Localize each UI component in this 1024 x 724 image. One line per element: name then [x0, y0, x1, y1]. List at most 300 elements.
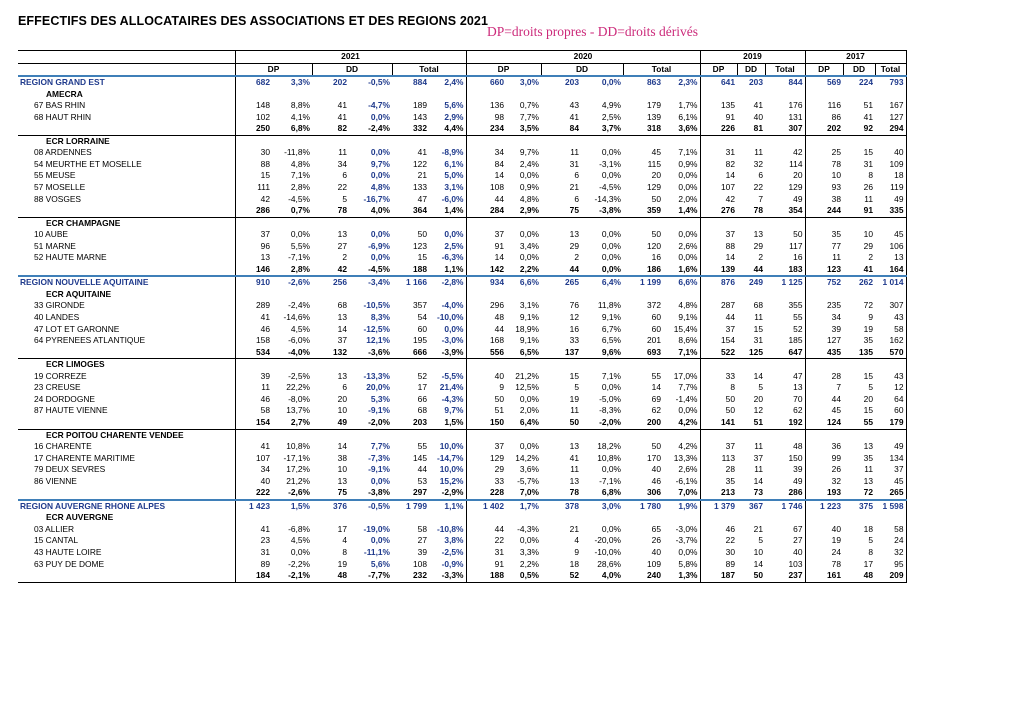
table-cell: 1,3%	[663, 570, 700, 582]
table-cell: 136	[466, 100, 506, 112]
table-cell	[506, 512, 541, 524]
table-cell: 69	[651, 393, 661, 404]
table-cell: 660	[466, 76, 506, 89]
subheader-total: Total	[392, 63, 466, 76]
table-cell: 203	[392, 417, 429, 429]
table-cell: 6,1%	[678, 111, 698, 122]
table-cell: 50	[793, 229, 803, 240]
table-cell	[700, 512, 737, 524]
table-cell: 34	[466, 147, 506, 159]
table-cell: 30	[700, 547, 737, 559]
table-cell: 137	[541, 347, 581, 359]
table-cell: 287	[700, 300, 737, 312]
table-cell	[765, 289, 805, 301]
table-cell: 0,0%	[678, 546, 698, 557]
row-label	[18, 487, 235, 500]
table-cell: 13	[337, 475, 347, 486]
table-cell: 38	[337, 452, 347, 463]
table-cell	[312, 289, 349, 301]
table-cell	[737, 289, 765, 301]
table-cell: 45	[875, 229, 906, 241]
table-cell: 11	[754, 312, 763, 323]
table-cell: 0,0%	[601, 382, 621, 393]
region-row	[18, 276, 906, 289]
table-cell: 8,6%	[678, 335, 698, 346]
table-cell: 60	[875, 405, 906, 417]
table-cell: -2,8%	[429, 276, 466, 289]
table-cell	[875, 429, 906, 441]
table-cell	[875, 512, 906, 524]
table-cell: 43	[569, 100, 579, 111]
table-cell: 37	[235, 229, 272, 241]
table-cell	[805, 512, 843, 524]
table-cell: 7,1%	[663, 347, 700, 359]
table-cell: 40	[753, 111, 763, 122]
table-cell: 43	[875, 371, 906, 383]
table-cell: 641	[700, 76, 737, 89]
table-cell: 209	[875, 570, 906, 582]
table-cell: 13	[569, 475, 579, 486]
table-cell: 15	[417, 252, 427, 263]
table-cell: 188	[392, 264, 429, 277]
table-cell: -4,5%	[288, 193, 310, 204]
table-cell	[663, 89, 700, 101]
table-cell: 5	[758, 535, 763, 546]
table-cell: 41	[753, 100, 763, 111]
table-cell: 78	[737, 205, 765, 217]
table-cell: 14	[651, 382, 661, 393]
table-cell: 376	[312, 500, 349, 513]
subheader-total: Total	[623, 63, 700, 76]
table-cell	[700, 89, 737, 101]
table-cell: 19	[863, 323, 873, 334]
table-cell: 0,0%	[581, 76, 623, 89]
row-label	[18, 347, 235, 359]
table-cell: 55	[417, 441, 427, 452]
table-cell: 20	[651, 170, 661, 181]
table-cell: 844	[765, 76, 805, 89]
table-cell: 36	[805, 441, 843, 453]
table-cell: 41	[417, 147, 427, 158]
table-cell: 77	[805, 241, 843, 253]
table-cell: 0,0%	[678, 182, 698, 193]
table-cell: 40	[805, 524, 843, 536]
table-cell: 48	[312, 570, 349, 582]
table-cell	[392, 217, 429, 229]
table-cell: 1,4%	[663, 205, 700, 217]
table-cell	[312, 512, 349, 524]
table-cell: 9,7%	[519, 147, 539, 158]
row-label: 24 DORDOGNE	[34, 393, 95, 404]
table-cell: 0,0%	[290, 546, 310, 557]
table-cell	[805, 359, 843, 371]
row-label: 43 HAUTE LOIRE	[34, 546, 102, 557]
table-cell	[663, 217, 700, 229]
table-cell: 21	[569, 523, 579, 534]
table-cell: 0,7%	[272, 205, 312, 217]
table-row	[18, 453, 906, 465]
table-cell: 113	[700, 453, 737, 465]
table-row	[18, 100, 906, 112]
table-cell: 42	[793, 147, 803, 158]
table-cell	[843, 512, 875, 524]
table-cell: 184	[235, 570, 272, 582]
table-cell: 0,0%	[678, 405, 698, 416]
table-cell: 0,0%	[370, 111, 390, 122]
table-cell: 2,5%	[444, 240, 464, 251]
table-cell: 0,7%	[519, 100, 539, 111]
table-cell: 1 199	[623, 276, 663, 289]
row-label: 87 HAUTE VIENNE	[34, 405, 108, 416]
table-cell: 51	[737, 417, 765, 429]
table-cell: 297	[392, 487, 429, 500]
subtotal-row	[18, 347, 906, 359]
table-cell: 7,7%	[678, 382, 698, 393]
table-cell: 22,2%	[286, 382, 310, 393]
table-cell: 111	[235, 182, 272, 194]
table-cell: 40	[793, 546, 803, 557]
table-cell	[235, 429, 272, 441]
row-label: ECR AUVERGNE	[46, 512, 114, 523]
table-cell	[506, 135, 541, 147]
table-cell: 359	[623, 205, 663, 217]
table-cell: 884	[392, 76, 429, 89]
subheader-dp: DP	[805, 63, 843, 76]
table-cell: 31	[235, 547, 272, 559]
table-cell: 30	[235, 147, 272, 159]
table-cell: 2	[342, 252, 347, 263]
table-cell: 3,0%	[581, 500, 623, 513]
table-cell: 49	[875, 194, 906, 206]
table-cell: 647	[765, 347, 805, 359]
table-cell: 9,1%	[678, 312, 698, 323]
table-cell: 52	[417, 370, 427, 381]
row-label	[18, 264, 235, 277]
table-cell	[843, 135, 875, 147]
table-cell: 250	[235, 123, 272, 135]
year-header-2021: 2021	[235, 51, 466, 64]
table-cell: 42	[312, 264, 349, 277]
row-label	[18, 417, 235, 429]
table-cell	[623, 135, 663, 147]
table-cell	[349, 429, 392, 441]
table-cell: 21	[417, 170, 427, 181]
table-cell: 18	[875, 170, 906, 182]
table-cell: 143	[413, 111, 427, 122]
table-cell: 75	[541, 205, 581, 217]
table-cell: 0,0%	[370, 535, 390, 546]
table-cell: 41	[569, 111, 579, 122]
table-cell: 19	[805, 535, 843, 547]
table-cell: 5,8%	[678, 558, 698, 569]
table-cell: 8	[700, 382, 737, 394]
table-cell: 44	[541, 264, 581, 277]
subtotal-row	[18, 570, 906, 582]
table-cell: 2,9%	[506, 205, 541, 217]
table-cell: 68	[753, 300, 763, 311]
table-cell: 29	[863, 240, 873, 251]
table-cell: -2,1%	[272, 570, 312, 582]
table-cell: 44	[700, 312, 737, 324]
table-row	[18, 335, 906, 347]
table-cell: 50	[651, 193, 661, 204]
table-cell: 1,7%	[678, 100, 698, 111]
table-cell: 62	[793, 405, 803, 416]
table-cell: 5,6%	[444, 100, 464, 111]
table-cell: -4,5%	[349, 264, 392, 277]
table-cell: 125	[737, 347, 765, 359]
table-cell: 60	[651, 323, 661, 334]
table-cell: -5,7%	[517, 475, 539, 486]
table-cell: 34	[235, 464, 272, 476]
table-cell: -16,7%	[363, 193, 390, 204]
table-cell: 46	[235, 394, 272, 406]
table-cell: 127	[875, 112, 906, 124]
table-cell: 11	[805, 252, 843, 264]
table-cell: 84	[541, 123, 581, 135]
table-cell: 0,9%	[519, 182, 539, 193]
table-cell: 7,7%	[370, 441, 390, 452]
table-cell	[663, 289, 700, 301]
table-cell: 98	[466, 112, 506, 124]
table-cell: 4,8%	[290, 158, 310, 169]
table-cell	[392, 359, 429, 371]
table-cell: 2,2%	[506, 264, 541, 277]
table-cell: -9,1%	[368, 464, 390, 475]
table-cell	[541, 512, 581, 524]
table-cell: 20	[337, 393, 347, 404]
table-cell: 10	[337, 405, 347, 416]
table-row	[18, 405, 906, 417]
table-cell: 1 598	[875, 500, 906, 513]
row-label: 52 HAUTE MARNE	[34, 252, 107, 263]
table-cell: 556	[466, 347, 506, 359]
table-cell	[349, 512, 392, 524]
table-row	[18, 476, 906, 488]
table-cell: -2,0%	[581, 417, 623, 429]
table-cell: 9,1%	[519, 335, 539, 346]
table-cell: 55	[793, 312, 803, 323]
table-cell: 67	[793, 523, 803, 534]
table-cell: -7,1%	[599, 475, 621, 486]
table-row	[18, 524, 906, 536]
table-cell: 0,0%	[370, 252, 390, 263]
table-cell: 70	[793, 393, 803, 404]
table-cell: 129	[647, 182, 661, 193]
table-cell	[700, 217, 737, 229]
table-cell: 123	[413, 240, 427, 251]
table-cell	[581, 359, 623, 371]
table-cell: 0,0%	[601, 229, 621, 240]
table-cell: 43	[875, 312, 906, 324]
table-cell: 13,3%	[673, 452, 698, 463]
table-cell	[466, 89, 506, 101]
table-cell: -2,5%	[288, 370, 310, 381]
table-cell: 109	[875, 159, 906, 171]
table-cell: 26	[805, 464, 843, 476]
table-cell: 1 780	[623, 500, 663, 513]
table-cell: 3,0%	[506, 76, 541, 89]
table-cell: 38	[805, 194, 843, 206]
table-cell: 51	[466, 405, 506, 417]
table-cell: 0,0%	[601, 170, 621, 181]
table-cell: 58	[417, 523, 427, 534]
row-label: REGION NOUVELLE AQUITAINE	[18, 276, 235, 289]
table-cell: 666	[392, 347, 429, 359]
table-cell	[700, 135, 737, 147]
table-cell: 2	[868, 252, 873, 263]
table-cell: 1 423	[235, 500, 272, 513]
table-cell: 2,5%	[601, 111, 621, 122]
table-cell: 29	[753, 240, 763, 251]
table-cell: 154	[235, 417, 272, 429]
subheader-dp: DP	[700, 63, 737, 76]
table-cell: 41	[337, 100, 347, 111]
row-label: 19 CORREZE	[34, 370, 87, 381]
table-cell: 14	[337, 323, 347, 334]
table-cell: 28	[805, 371, 843, 383]
table-cell	[700, 359, 737, 371]
table-cell: 15	[863, 370, 873, 381]
table-cell: 52	[793, 323, 803, 334]
table-cell: 11	[570, 464, 579, 475]
table-row	[18, 194, 906, 206]
table-cell: 179	[647, 100, 661, 111]
table-cell: -3,9%	[429, 347, 466, 359]
table-cell	[312, 89, 349, 101]
table-cell	[805, 429, 843, 441]
table-cell: 20	[793, 170, 803, 181]
table-cell: 40	[466, 371, 506, 383]
table-cell: -10,8%	[436, 523, 464, 534]
table-cell: 12	[753, 405, 763, 416]
table-row	[18, 324, 906, 336]
table-cell: 40	[651, 464, 661, 475]
group-row	[18, 217, 906, 229]
table-cell: 14	[466, 252, 506, 264]
table-cell: 106	[875, 241, 906, 253]
table-cell: 91	[843, 205, 875, 217]
table-cell: 1 799	[392, 500, 429, 513]
table-cell: -4,7%	[368, 100, 390, 111]
table-cell: 5	[574, 382, 579, 393]
table-cell	[429, 217, 466, 229]
table-cell: 50	[651, 441, 661, 452]
table-cell: 2,0%	[519, 405, 539, 416]
table-row	[18, 182, 906, 194]
page-title: EFFECTIFS DES ALLOCATAIRES DES ASSOCIATIONS ET DES REGIONS 2021	[18, 14, 489, 28]
table-cell: 1,1%	[429, 264, 466, 277]
table-cell: 33	[700, 371, 737, 383]
table-cell: 6,7%	[601, 323, 621, 334]
table-cell: 46	[235, 324, 272, 336]
table-cell: 0,9%	[678, 158, 698, 169]
table-cell	[805, 217, 843, 229]
table-cell: 41	[843, 264, 875, 277]
table-cell: 202	[312, 76, 349, 89]
subheader-dp: DP	[466, 63, 541, 76]
table-cell: -3,0%	[441, 335, 464, 346]
table-cell: 1 746	[765, 500, 805, 513]
table-cell: 9	[868, 312, 873, 323]
table-cell: 10,0%	[439, 464, 464, 475]
table-cell: 372	[647, 300, 661, 311]
table-cell: 1,4%	[429, 205, 466, 217]
table-cell: 55	[651, 370, 661, 381]
table-cell: 72	[843, 487, 875, 500]
table-cell: 4,8%	[519, 193, 539, 204]
table-cell	[349, 359, 392, 371]
row-label: REGION AUVERGNE RHONE ALPES	[18, 500, 235, 513]
table-cell: 37	[700, 441, 737, 453]
table-cell: -2,4%	[288, 300, 310, 311]
table-cell: 44	[417, 464, 427, 475]
table-cell: 11	[570, 147, 579, 158]
table-cell: 6	[342, 170, 347, 181]
table-cell: 9,1%	[519, 312, 539, 323]
table-cell: 50	[700, 394, 737, 406]
table-cell	[875, 359, 906, 371]
table-cell: 13	[793, 382, 803, 393]
table-cell: 133	[413, 182, 427, 193]
table-cell: 40	[875, 147, 906, 159]
table-cell: 15,4%	[673, 323, 698, 334]
table-cell: -11,8%	[284, 147, 310, 158]
table-cell: 226	[700, 123, 737, 135]
table-cell: 2,6%	[678, 240, 698, 251]
table-cell: 22	[700, 535, 737, 547]
table-cell: 14,2%	[515, 452, 539, 463]
table-cell: 91	[466, 559, 506, 571]
table-cell	[506, 89, 541, 101]
table-cell: 35	[805, 229, 843, 241]
table-cell: 35	[863, 452, 873, 463]
table-cell: 41	[863, 111, 873, 122]
table-cell: 32	[875, 547, 906, 559]
table-cell: -13,3%	[363, 370, 390, 381]
table-cell: 2	[758, 252, 763, 263]
table-cell: -7,7%	[349, 570, 392, 582]
table-cell: 7,1%	[601, 370, 621, 381]
table-cell: 170	[647, 452, 661, 463]
table-cell: 1 223	[805, 500, 843, 513]
table-cell	[349, 135, 392, 147]
table-cell: 235	[805, 300, 843, 312]
table-cell: 132	[312, 347, 349, 359]
table-cell: 6,1%	[444, 158, 464, 169]
table-cell	[700, 429, 737, 441]
table-cell: 6	[574, 193, 579, 204]
year-header-2019: 2019	[700, 51, 805, 64]
table-cell: 2,8%	[290, 182, 310, 193]
table-cell: 46	[651, 475, 661, 486]
table-cell	[581, 429, 623, 441]
table-cell: 44	[466, 524, 506, 536]
table-cell: 45	[805, 405, 843, 417]
row-label: 17 CHARENTE MARITIME	[34, 452, 135, 463]
table-cell: 1,5%	[429, 417, 466, 429]
table-cell	[765, 89, 805, 101]
table-cell: 109	[647, 558, 661, 569]
table-row	[18, 441, 906, 453]
table-cell: 10,0%	[439, 441, 464, 452]
table-row	[18, 252, 906, 264]
table-cell	[506, 217, 541, 229]
table-cell: -4,0%	[272, 347, 312, 359]
table-cell: 47	[793, 370, 803, 381]
table-cell: 48	[466, 312, 506, 324]
table-cell: 39	[805, 324, 843, 336]
